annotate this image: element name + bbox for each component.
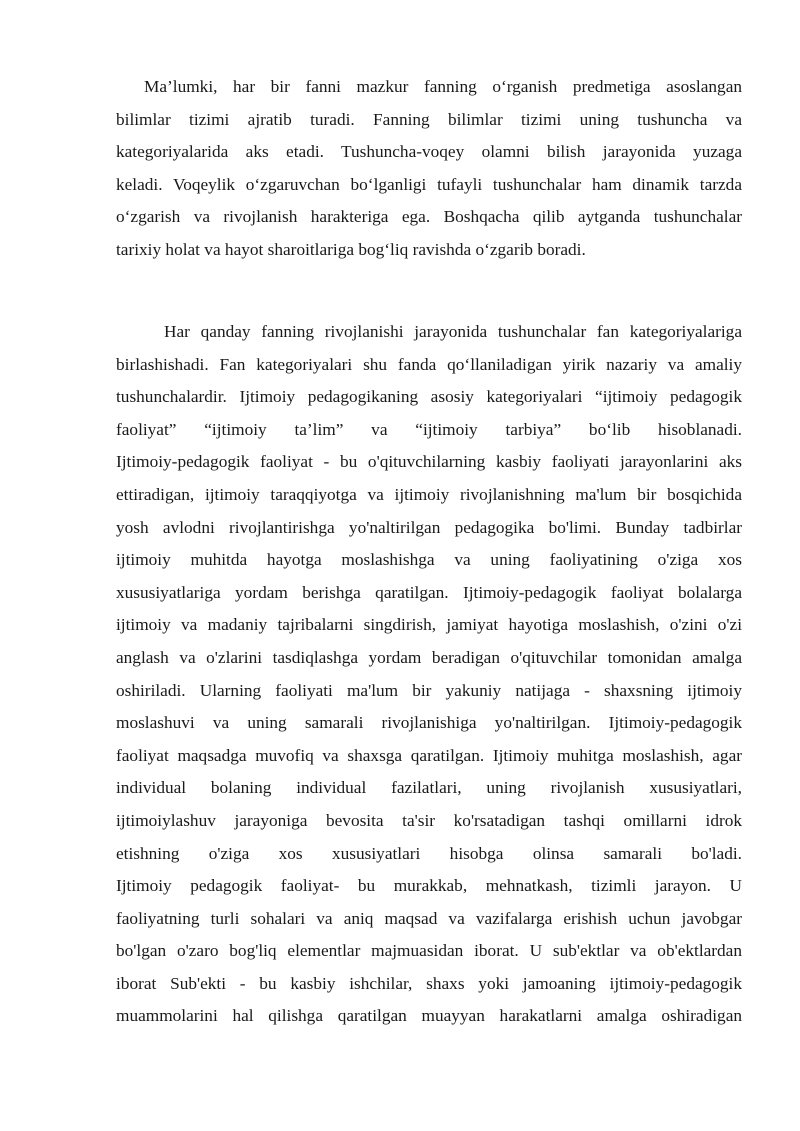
text-line: faoliyatning turli sohalari va aniq maqsad va vazifalarga erishish uchun javobgar <box>116 908 742 928</box>
text-line: kategoriyalarida aks etadi. Tushuncha-voqey olamni bilish jarayonida yuzaga <box>116 142 742 162</box>
text-line: bilimlar tizimi ajratib turadi. Fanning bilimlar tizimi uning tushuncha va <box>116 109 742 129</box>
text-line: individual bolaning individual fazilatlari, uning rivojlanish xususiyatlari, <box>116 778 742 798</box>
paragraph-1 <box>116 71 742 267</box>
text-line: faoliyat maqsadga muvofiq va shaxsga qaratilgan. Ijtimoiy muhitga moslashish, agar <box>116 745 742 765</box>
text-line: Har qanday fanning rivojlanishi jarayonida tushunchalar fan kategoriyalariga <box>164 322 742 341</box>
text-line: moslashuvi va uning samarali rivojlanishiga yo'naltirilgan. Ijtimoiy-pedagogik <box>116 713 742 733</box>
text-line: tarixiy holat va hayot sharoitlariga bog‘liq ravishda o‘zgarib boradi. <box>116 239 586 259</box>
text-line: iborat Sub'ekti - bu kasbiy ishchilar, shaxs yoki jamoaning ijtimoiy-pedagogik <box>116 973 742 993</box>
text-line: anglash va o'zlarini tasdiqlashga yordam beradigan o'qituvchilar tomonidan amalga <box>116 647 742 667</box>
paragraph-2 <box>116 316 742 1033</box>
text-line: bo'lgan o'zaro bog'liq elementlar majmuasidan iborat. U sub'ektlar va ob'ektlardan <box>116 941 742 961</box>
text-line: ijtimoiy muhitda hayotga moslashishga va uning faoliyatining o'ziga xos <box>116 550 742 570</box>
text-line: ijtimoiylashuv jarayoniga bevosita ta'sir ko'rsatadigan tashqi omillarni idrok <box>116 810 742 830</box>
text-line: Ijtimoiy-pedagogik faoliyat - bu o'qituvchilarning kasbiy faoliyati jarayonlarini aks <box>116 452 742 472</box>
text-line: Ma’lumki, har bir fanni mazkur fanning o‘rganish predmetiga asoslangan <box>144 77 742 96</box>
text-line: ijtimoiy va madaniy tajribalarni singdirish, jamiyat hayotiga moslashish, o'zini o'zi <box>116 615 742 635</box>
text-line: ettiradigan, ijtimoiy taraqqiyotga va ijtimoiy rivojlanishning ma'lum bir bosqichida <box>116 484 742 504</box>
text-line: oshiriladi. Ularning faoliyati ma'lum bir yakuniy natijaga - shaxsning ijtimoiy <box>116 680 742 700</box>
text-line: etishning o'ziga xos xususiyatlari hisobga olinsa samarali bo'ladi. <box>116 843 742 863</box>
text-line: keladi. Voqeylik o‘zgaruvchan bo‘lganligi tufayli tushunchalar ham dinamik tarzda <box>116 174 742 194</box>
text-line: birlashishadi. Fan kategoriyalari shu fanda qo‘llaniladigan yirik nazariy va amaliy <box>116 354 742 374</box>
text-line: yosh avlodni rivojlantirishga yo'naltirilgan pedagogika bo'limi. Bunday tadbirlar <box>116 517 742 537</box>
text-line: muammolarini hal qilishga qaratilgan muayyan harakatlarni amalga oshiradigan <box>116 1006 742 1026</box>
text-line: o‘zgarish va rivojlanish harakteriga ega. Boshqacha qilib aytganda tushunchalar <box>116 207 742 227</box>
text-line: tushunchalardir. Ijtimoiy pedagogikaning asosiy kategoriyalari “ijtimoiy pedagogik <box>116 387 742 407</box>
text-line: faoliyat” “ijtimoiy ta’lim” va “ijtimoiy tarbiya” bo‘lib hisoblanadi. <box>116 419 742 439</box>
text-line: Ijtimoiy pedagogik faoliyat- bu murakkab, mehnatkash, tizimli jarayon. U <box>116 876 742 896</box>
text-line: xususiyatlariga yordam berishga qaratilgan. Ijtimoiy-pedagogik faoliyat bolalarga <box>116 582 742 602</box>
